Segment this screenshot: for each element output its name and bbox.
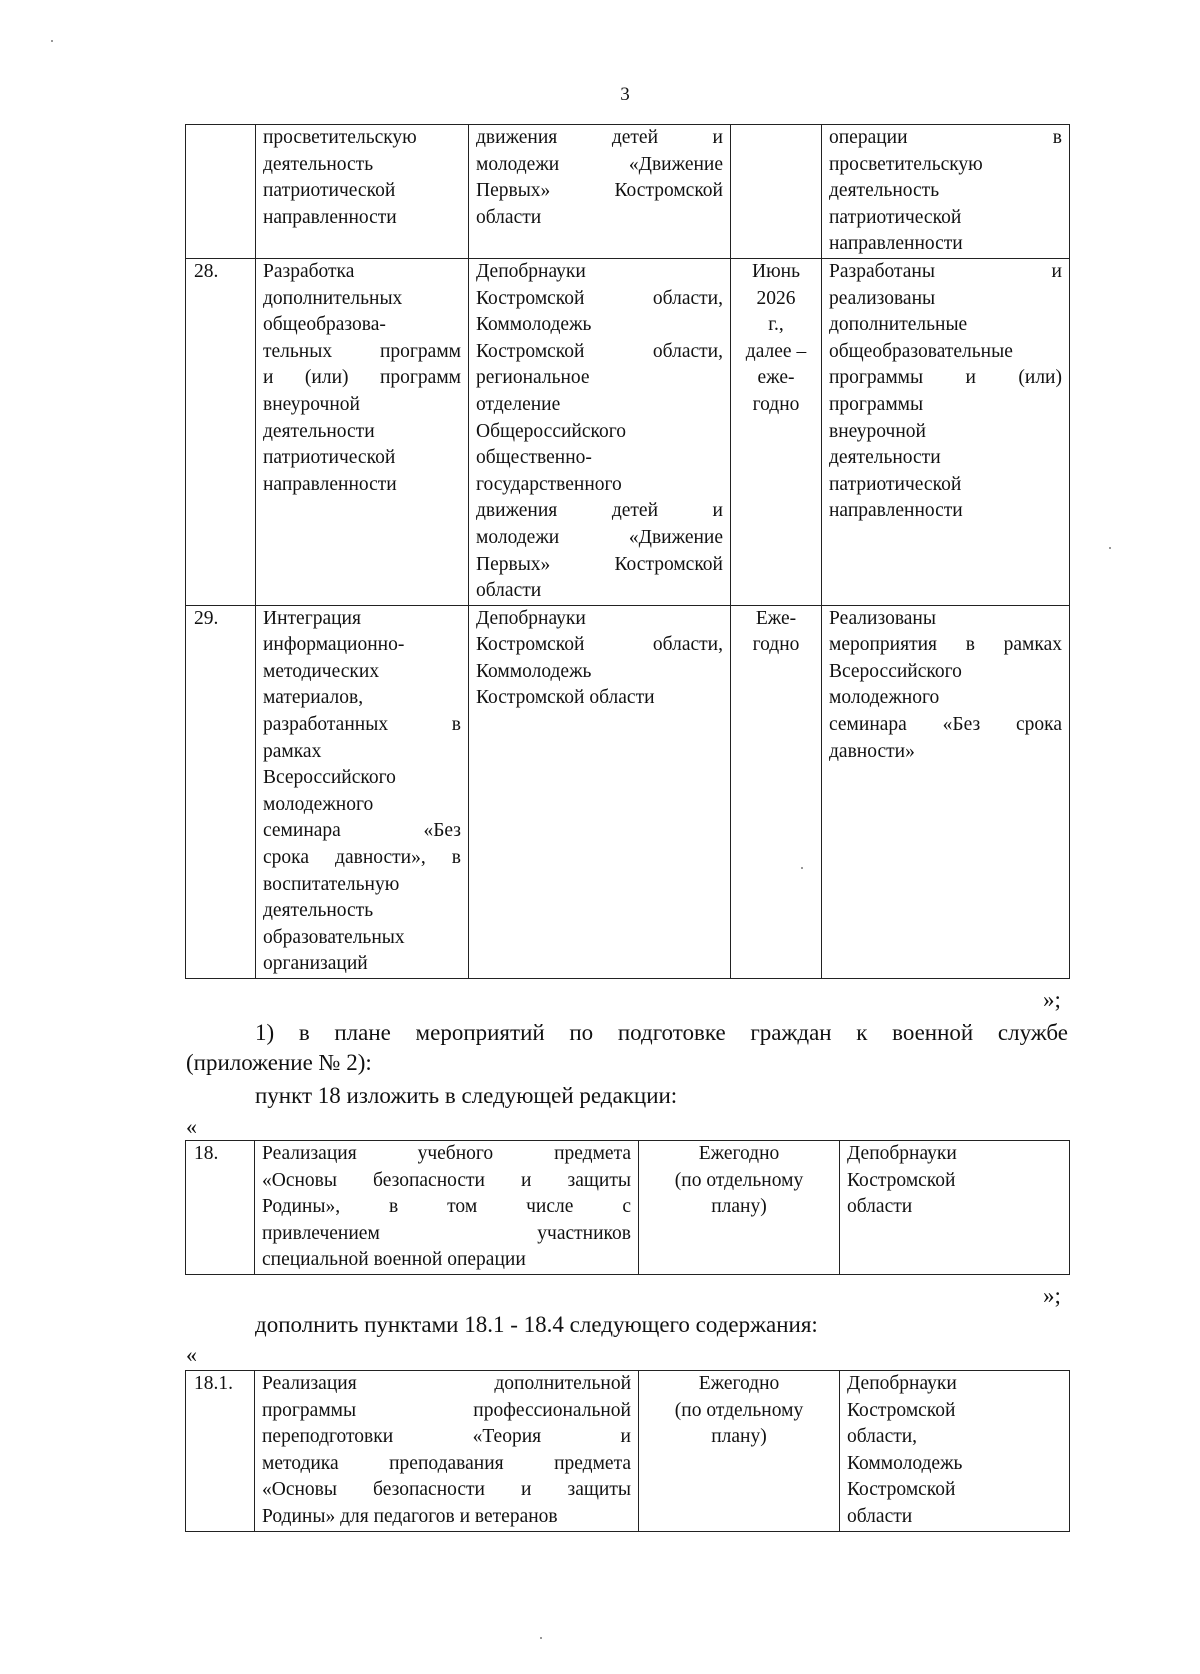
paragraph-1 — [186, 1018, 1068, 1078]
events-table-1 — [185, 124, 1070, 979]
cell-result — [822, 125, 1070, 259]
date-line: 2026 — [756, 287, 796, 309]
event-line: дополнительных — [263, 287, 403, 309]
executors-line: Первых» Костромской — [476, 553, 723, 575]
event-line: деятельность — [263, 153, 374, 175]
date-line: плану) — [711, 1196, 767, 1218]
closing-quote-1: »; — [1043, 987, 1061, 1012]
executors-line: Костромской — [847, 1399, 956, 1421]
table-row — [186, 125, 1070, 259]
executors-line: Костромской области, — [476, 340, 723, 362]
event-line: информационно- — [263, 634, 405, 656]
result-line: просветительскую — [829, 153, 983, 175]
executors-line: Первых» Костромской — [476, 180, 723, 202]
cell-executors — [469, 605, 731, 978]
executors-line: общественно- — [476, 447, 592, 469]
executors-line: области — [476, 580, 542, 602]
scan-speck — [1109, 547, 1111, 549]
result-line: реализованы — [829, 287, 936, 309]
executors-line: Костромской — [847, 1479, 956, 1501]
event-line: патриотической — [263, 180, 396, 202]
page-number: 3 — [620, 84, 630, 105]
result-line: семинара «Без срока — [829, 714, 1062, 736]
cell-executors — [469, 258, 731, 605]
executors-line: Депобрнауки — [476, 260, 586, 282]
executors-line: Костромской — [847, 1169, 956, 1191]
cell-event — [256, 125, 469, 259]
cell-date — [639, 1371, 840, 1532]
executors-line: государственного — [476, 473, 622, 495]
scan-speck — [51, 40, 53, 42]
cell-num: 18.1. — [186, 1371, 255, 1532]
result-line: дополнительные — [829, 314, 968, 336]
executors-line: Депобрнауки — [476, 607, 586, 629]
executors-line: региональное — [476, 367, 590, 389]
date-line: далее – — [745, 340, 807, 362]
result-line: мероприятия в рамках — [829, 634, 1062, 656]
executors-line: Общероссийского — [476, 420, 626, 442]
executors-line: Коммолодежь — [847, 1452, 963, 1474]
event-line: Реализация дополнительной — [262, 1373, 631, 1394]
event-line: специальной военной операции — [262, 1249, 526, 1271]
cell-num: 18. — [186, 1141, 255, 1275]
event-line: методических — [263, 660, 380, 682]
date-line: Июнь — [752, 260, 800, 282]
event-line: рамках — [263, 740, 322, 762]
cell-event — [255, 1141, 639, 1275]
result-line: операции в — [829, 127, 1062, 148]
cell-date — [731, 258, 822, 605]
cell-event — [255, 1371, 639, 1532]
paragraph-1-line-1: 1) в плане мероприятий по подготовке граждан к военной службе — [255, 1020, 1068, 1045]
date-line: Еже- — [755, 607, 797, 629]
executors-line: молодежи «Движение — [476, 526, 723, 548]
cell-result — [822, 605, 1070, 978]
result-line: общеобразовательные — [829, 340, 1013, 362]
result-line: Реализованы — [829, 607, 936, 629]
result-line: патриотической — [829, 206, 962, 228]
event-line: Разработка — [263, 260, 355, 282]
events-table-3 — [185, 1370, 1070, 1532]
cell-executors — [469, 125, 731, 259]
event-line: патриотической — [263, 447, 396, 469]
event-line: Интеграция — [263, 607, 361, 629]
executors-line: молодежи «Движение — [476, 153, 723, 175]
result-line: Разработаны и — [829, 260, 1062, 282]
cell-date — [731, 605, 822, 978]
date-line: г., — [768, 314, 784, 336]
events-table-2 — [185, 1140, 1070, 1275]
event-line: организаций — [263, 953, 368, 975]
date-line: годно — [752, 634, 800, 656]
executors-line: Депобрнауки — [847, 1143, 957, 1164]
result-line: патриотической — [829, 473, 962, 495]
executors-line: движения детей и — [476, 500, 723, 522]
event-line: просветительскую — [263, 127, 417, 148]
event-line: воспитательную — [263, 873, 400, 895]
event-line: направленности — [263, 206, 397, 228]
result-line: молодежного — [829, 687, 940, 709]
event-line: тельных программ — [263, 340, 461, 362]
paragraph-2: пункт 18 изложить в следующей редакции: — [255, 1083, 678, 1108]
cell-executors — [840, 1141, 1070, 1275]
event-line: внеурочной — [263, 393, 360, 415]
executors-line: области — [847, 1505, 913, 1527]
result-line: давности» — [829, 740, 915, 762]
event-line: образовательных — [263, 926, 405, 948]
executors-line: области — [476, 206, 542, 228]
table-row — [186, 1141, 1070, 1275]
event-line: разработанных в — [263, 714, 461, 736]
event-line: семинара «Без — [263, 820, 461, 842]
date-line: Ежегодно — [698, 1373, 780, 1394]
scan-speck — [540, 1637, 542, 1639]
cell-event — [256, 605, 469, 978]
event-line: срока давности», в — [263, 847, 461, 869]
event-line: направленности — [263, 473, 397, 495]
executors-line: Костромской области — [476, 687, 655, 709]
closing-quote-2: »; — [1043, 1283, 1061, 1308]
date-line: плану) — [711, 1426, 767, 1448]
event-line: и (или) программ — [263, 367, 461, 389]
table-row — [186, 1371, 1070, 1532]
executors-line: Депобрнауки — [847, 1373, 957, 1394]
event-line: общеобразова- — [263, 314, 386, 336]
result-line: Всероссийского — [829, 660, 962, 682]
executors-line: области — [847, 1196, 913, 1218]
event-line: молодежного — [263, 793, 374, 815]
cell-num — [186, 125, 256, 259]
cell-date — [731, 125, 822, 259]
result-line: программы и (или) — [829, 367, 1062, 389]
date-line: еже- — [757, 367, 795, 389]
executors-line: области, — [847, 1426, 918, 1448]
event-line: Всероссийского — [263, 767, 396, 789]
opening-quote-2: « — [186, 1342, 197, 1367]
result-line: деятельности — [829, 447, 941, 469]
scan-speck — [801, 867, 803, 869]
date-line: (по отдельному — [674, 1169, 804, 1191]
event-line: Реализация учебного предмета — [262, 1143, 631, 1164]
event-line: деятельности — [263, 420, 375, 442]
result-line: направленности — [829, 500, 963, 522]
paragraph-1-line-2: (приложение № 2): — [186, 1050, 372, 1075]
date-line: годно — [752, 393, 800, 415]
event-line: деятельность — [263, 900, 374, 922]
executors-line: Костромской области, — [476, 287, 723, 309]
result-line: направленности — [829, 233, 963, 255]
cell-date — [639, 1141, 840, 1275]
cell-executors — [840, 1371, 1070, 1532]
date-line: Ежегодно — [698, 1143, 780, 1164]
executors-line: Костромской области, — [476, 634, 723, 656]
event-line: Родины», в том числе с — [262, 1196, 631, 1218]
opening-quote-1: « — [186, 1114, 197, 1139]
result-line: деятельность — [829, 180, 940, 202]
cell-result — [822, 258, 1070, 605]
date-line: (по отдельному — [674, 1399, 804, 1421]
table-row — [186, 258, 1070, 605]
event-line: привлечением участников — [262, 1222, 631, 1244]
executors-line: движения детей и — [476, 127, 723, 148]
event-line: методика преподавания предмета — [262, 1452, 631, 1474]
cell-num: 29. — [186, 605, 256, 978]
executors-line: Коммолодежь — [476, 314, 592, 336]
event-line: Родины» для педагогов и ветеранов — [262, 1505, 558, 1527]
executors-line: Коммолодежь — [476, 660, 592, 682]
cell-event — [256, 258, 469, 605]
event-line: переподготовки «Теория и — [262, 1426, 631, 1448]
cell-num: 28. — [186, 258, 256, 605]
event-line: «Основы безопасности и защиты — [262, 1169, 631, 1191]
event-line: программы профессиональной — [262, 1399, 631, 1421]
event-line: «Основы безопасности и защиты — [262, 1479, 631, 1501]
executors-line: отделение — [476, 393, 561, 415]
paragraph-3: дополнить пунктами 18.1 - 18.4 следующего содержания: — [255, 1312, 818, 1337]
table-row — [186, 605, 1070, 978]
result-line: программы — [829, 393, 924, 415]
result-line: внеурочной — [829, 420, 926, 442]
event-line: материалов, — [263, 687, 364, 709]
